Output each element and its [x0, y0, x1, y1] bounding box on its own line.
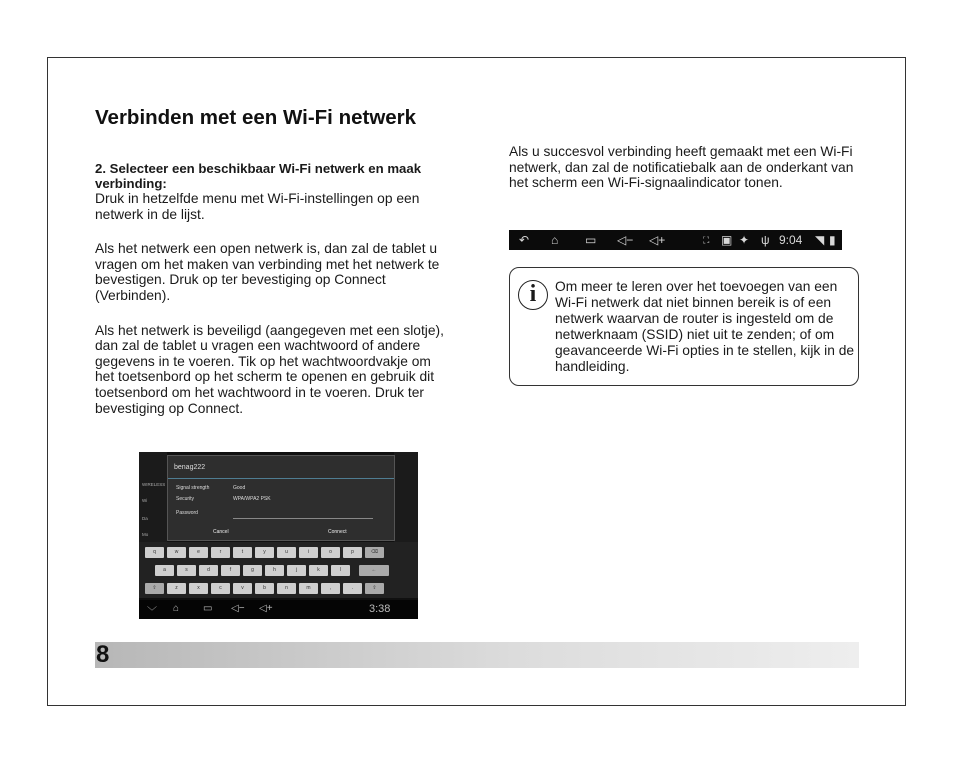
tip-text: Om meer te leren over het toevoegen van een Wi-Fi netwerk dat niet binnen bereik is of een netwerk waarvan de router is ingesteld om de netwerknaam (SSID) niet uit te zenden; of om geavanceerde Wi-Fi opties in te stellen, kijk in de handleiding.: [555, 279, 855, 374]
result-paragraph: Als u succesvol verbinding heeft gemaakt met een Wi-Fi netwerk, dan zal de notificatiebalk aan de onderkant van het scherm een Wi-Fi-signaalindicator tonen.: [509, 144, 854, 191]
page-number: 8: [96, 641, 110, 668]
android-icon: ✦: [739, 233, 750, 247]
wifi-connect-dialog: [167, 455, 395, 541]
security-label: Security: [176, 496, 195, 502]
page-title: Verbinden met een Wi-Fi netwerk: [95, 106, 417, 129]
page-footer-bar: [95, 642, 859, 668]
volume-down-icon: ◁−: [617, 233, 634, 247]
left-column: [95, 161, 447, 416]
tip-box: [509, 267, 859, 386]
wifi-icon: ◥: [815, 233, 825, 247]
password-field[interactable]: [233, 518, 373, 519]
clock: 3:38: [369, 603, 391, 615]
info-icon: i: [518, 280, 548, 310]
home-icon: ⌂: [173, 603, 180, 614]
notification-bar-example: [509, 230, 842, 250]
tablet-screenshot: [139, 452, 418, 619]
tablet-navbar: [139, 600, 418, 619]
password-label: Password: [176, 510, 198, 516]
recents-icon: ▭: [585, 233, 597, 247]
step-paragraph-1: Druk in hetzelfde menu met Wi-Fi-instellingen op een netwerk in de lijst.: [95, 191, 420, 222]
settings-sidebar: WIRELESS Wi Da Mo: [139, 452, 167, 542]
back-icon: ↶: [519, 233, 530, 247]
step-paragraph-2: Als het netwerk een open netwerk is, dan zal de tablet u vragen om het maken van verbinding met het netwerk te bevestigen. Druk op ter bevestiging op Connect (Verbinden).: [95, 241, 440, 303]
usb-icon: ψ: [761, 233, 770, 247]
connect-button[interactable]: Connect: [328, 529, 347, 535]
volume-up-icon: ◁+: [649, 233, 666, 247]
on-screen-keyboard: q w e r t y u i o p ⌫ a s d f g h j k l ← ⇧ z x c v b n m , . ⇧: [139, 542, 418, 598]
signal-label: Signal strength: [176, 485, 210, 491]
home-icon: ⌂: [551, 233, 559, 247]
gallery-icon: ▣: [721, 233, 733, 247]
recents-icon: ▭: [203, 603, 213, 614]
cancel-button[interactable]: Cancel: [213, 529, 229, 535]
dialog-title: benag222: [174, 464, 206, 471]
security-value: WPA/WPA2 PSK: [233, 496, 271, 502]
settings-right-strip: [394, 452, 418, 542]
status-time: 9:04: [779, 233, 803, 247]
right-column: [509, 144, 864, 191]
signal-value: Good: [233, 485, 246, 491]
step-heading: 2. Selecteer een beschikbaar Wi-Fi netwerk en maak verbinding:: [95, 161, 422, 191]
battery-icon: ▮: [829, 233, 836, 247]
volume-up-icon: ◁+: [259, 603, 273, 614]
volume-down-icon: ◁−: [231, 603, 245, 614]
screenshot-icon: ⛶: [703, 235, 710, 245]
back-icon: ﹀: [147, 607, 157, 618]
step-paragraph-3: Als het netwerk is beveiligd (aangegeven met een slotje), dan zal de tablet u vragen een wachtwoord of andere gegevens in te voeren. Tik op het wachtwoordvakje om het toetsenbord op het scherm te openen en gebruik dit toetsenbord om het wachtwoord in te voeren. Druk ter bevestiging op Connect.: [95, 322, 444, 416]
